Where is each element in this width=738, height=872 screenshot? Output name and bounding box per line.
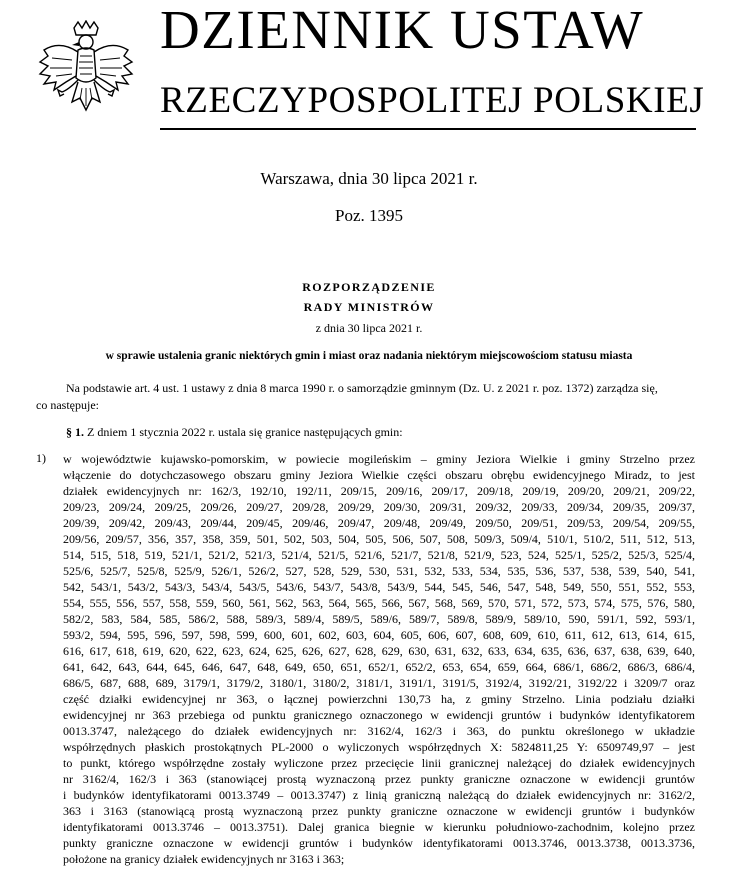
text-line: 525/6, 525/7, 525/8, 525/9, 526/1, 526/2, 527, 528, 529, 530, 531, 532, 533, 534, 535, 536, 537, 538, 539, 540, 541, <box>63 564 695 578</box>
text-line: 514, 515, 518, 519, 521/1, 521/2, 521/3, 521/4, 521/5, 521/6, 521/7, 521/8, 521/9, 523, 524, 525/1, 525/2, 525/3, 525/4, <box>63 548 695 562</box>
preamble-line: Na podstawie art. 4 ust. 1 ustawy z dnia 8 marca 1990 r. o samorządzie gminnym (Dz. U. z 2021 r. poz. 1372) zarządza się, <box>66 381 658 395</box>
text-line: identyfikatorami 0013.3746 – 0013.3751). Dalej granica biegnie w kierunku południowo-zachodnim, kolejno przez <box>63 820 695 834</box>
text-line: i budynków identyfikatorami 0013.3749 – 0013.3747) z linią graniczną należącą do działek ewidencyjnych nr: 3162/2, <box>63 788 695 802</box>
list-item-number: 1) <box>36 451 46 465</box>
preamble <box>36 380 696 414</box>
act-type: ROZPORZĄDZENIE <box>302 280 436 294</box>
text-line: część działki ewidencyjnej nr 363, o łącznej powierzchni 130,73 ha, z gminy Strzelno. Linia podziału działki <box>63 692 695 706</box>
text-line: 554, 555, 556, 557, 558, 559, 560, 561, 562, 563, 564, 565, 566, 567, 568, 569, 570, 571, 572, 573, 574, 575, 576, 580, <box>63 596 695 610</box>
position-number: Poz. 1395 <box>335 206 403 225</box>
act-date: z dnia 30 lipca 2021 r. <box>315 321 423 335</box>
text-line: punkty graniczne oznaczone w ewidencji gruntów i budynków identyfikatorami 0013.3746, 0013.3738, 0013.3736, <box>63 836 695 850</box>
preamble-line: co następuje: <box>36 398 99 412</box>
text-line: włączenie do dotychczasowego obszaru gminy Jeziora Wielkie części obszaru obrębu ewidencyjnego Miradz, to jest <box>63 468 695 482</box>
list-item-body <box>63 451 695 867</box>
text-line: ewidencyjnej nr 363 przebiega od punktu granicznego oznaczonego w ewidencji gruntów i budynków identyfikatorem <box>63 708 695 722</box>
text-line: 593/2, 594, 595, 596, 597, 598, 599, 600, 601, 602, 603, 604, 605, 606, 607, 608, 609, 610, 611, 612, 613, 614, 615, <box>63 628 695 642</box>
text-line: 542, 543/1, 543/2, 543/3, 543/4, 543/5, 543/6, 543/7, 543/8, 543/9, 544, 545, 546, 547, 548, 549, 550, 551, 552, 553, <box>63 580 695 594</box>
text-line: 209/56, 209/57, 356, 357, 358, 359, 501, 502, 503, 504, 505, 506, 507, 508, 509/3, 509/4, 510/1, 510/2, 511, 512, 513, <box>63 532 695 546</box>
text-line: współrzędnych płaskich prostokątnych PL-2000 o wyliczonych współrzędnych X: 5824811,25 Y: 6509749,97 – jest <box>63 740 695 754</box>
publication-date: Warszawa, dnia 30 lipca 2021 r. <box>260 169 478 188</box>
text-line: 616, 617, 618, 619, 620, 622, 623, 624, 625, 626, 627, 628, 629, 630, 631, 632, 633, 634, 635, 636, 637, 638, 639, 640, <box>63 644 695 658</box>
text-line: 686/5, 687, 688, 689, 3179/1, 3179/2, 3180/1, 3180/2, 3181/1, 3191/1, 3191/5, 3192/4, 3192/21, 3192/22 i 3209/7 oraz <box>63 676 695 690</box>
paragraph-symbol: § 1. <box>66 425 84 439</box>
text-line: 209/39, 209/42, 209/43, 209/44, 209/45, 209/46, 209/47, 209/48, 209/49, 209/50, 209/51, 209/53, 209/54, 209/55, <box>63 516 695 530</box>
act-issuer: RADY MINISTRÓW <box>303 300 435 314</box>
text-line: w województwie kujawsko-pomorskim, w powiecie mogileńskim – gminy Jeziora Wielkie i gminy Strzelno przez <box>63 452 695 466</box>
text-line: 363 i 3163 (stanowiącą prostą wyznaczoną przez punkty graniczne oznaczone w ewidencji gruntów i budynków <box>63 804 695 818</box>
gazette-subtitle: RZECZYPOSPOLITEJ POLSKIEJ <box>160 80 705 121</box>
text-line: 641, 642, 643, 644, 645, 646, 647, 648, 649, 650, 651, 652/1, 652/2, 653, 654, 659, 664, 686/1, 686/2, 686/3, 686/4, <box>63 660 695 674</box>
paragraph-text: Z dniem 1 stycznia 2022 r. ustala się granice następujących gmin: <box>87 425 403 439</box>
paragraph-1 <box>66 425 403 440</box>
text-line: nr 3162/4, 162/3 i 363 (stanowiącej prostą wyznaczoną przez punkty graniczne oznaczone w ewidencji gruntów <box>63 772 695 786</box>
text-line: 0013.3747, należącego do działek ewidencyjnych nr: 3162/4, 162/3 i 363, do punktu określonego w układzie <box>63 724 695 738</box>
text-line: działek ewidencyjnych nr: 162/3, 192/10, 192/11, 209/15, 209/16, 209/17, 209/18, 209/19, 209/20, 209/21, 209/22, <box>63 484 695 498</box>
text-line: to punkt, którego współrzędne zostały wyliczone przez przecięcie linii granicznej należącej do działek ewidencyjnych <box>63 756 695 770</box>
masthead-rule <box>160 128 696 130</box>
gazette-title: DZIENNIK USTAW <box>160 0 645 60</box>
text-line: 209/23, 209/24, 209/25, 209/26, 209/27, 209/28, 209/29, 209/30, 209/31, 209/32, 209/33, 209/34, 209/35, 209/37, <box>63 500 695 514</box>
text-line: położone na granicy działek ewidencyjnych nr 3163 i 363; <box>63 852 345 866</box>
act-subject: w sprawie ustalenia granic niektórych gmin i miast oraz nadania niektórym miejscowościom statusu miasta <box>105 350 633 362</box>
text-line: 582/2, 583, 584, 585, 586/2, 588, 589/3, 589/4, 589/5, 589/6, 589/7, 589/8, 589/9, 589/10, 590, 591/1, 592, 593/1, <box>63 612 695 626</box>
polish-eagle-emblem-icon <box>34 20 138 130</box>
